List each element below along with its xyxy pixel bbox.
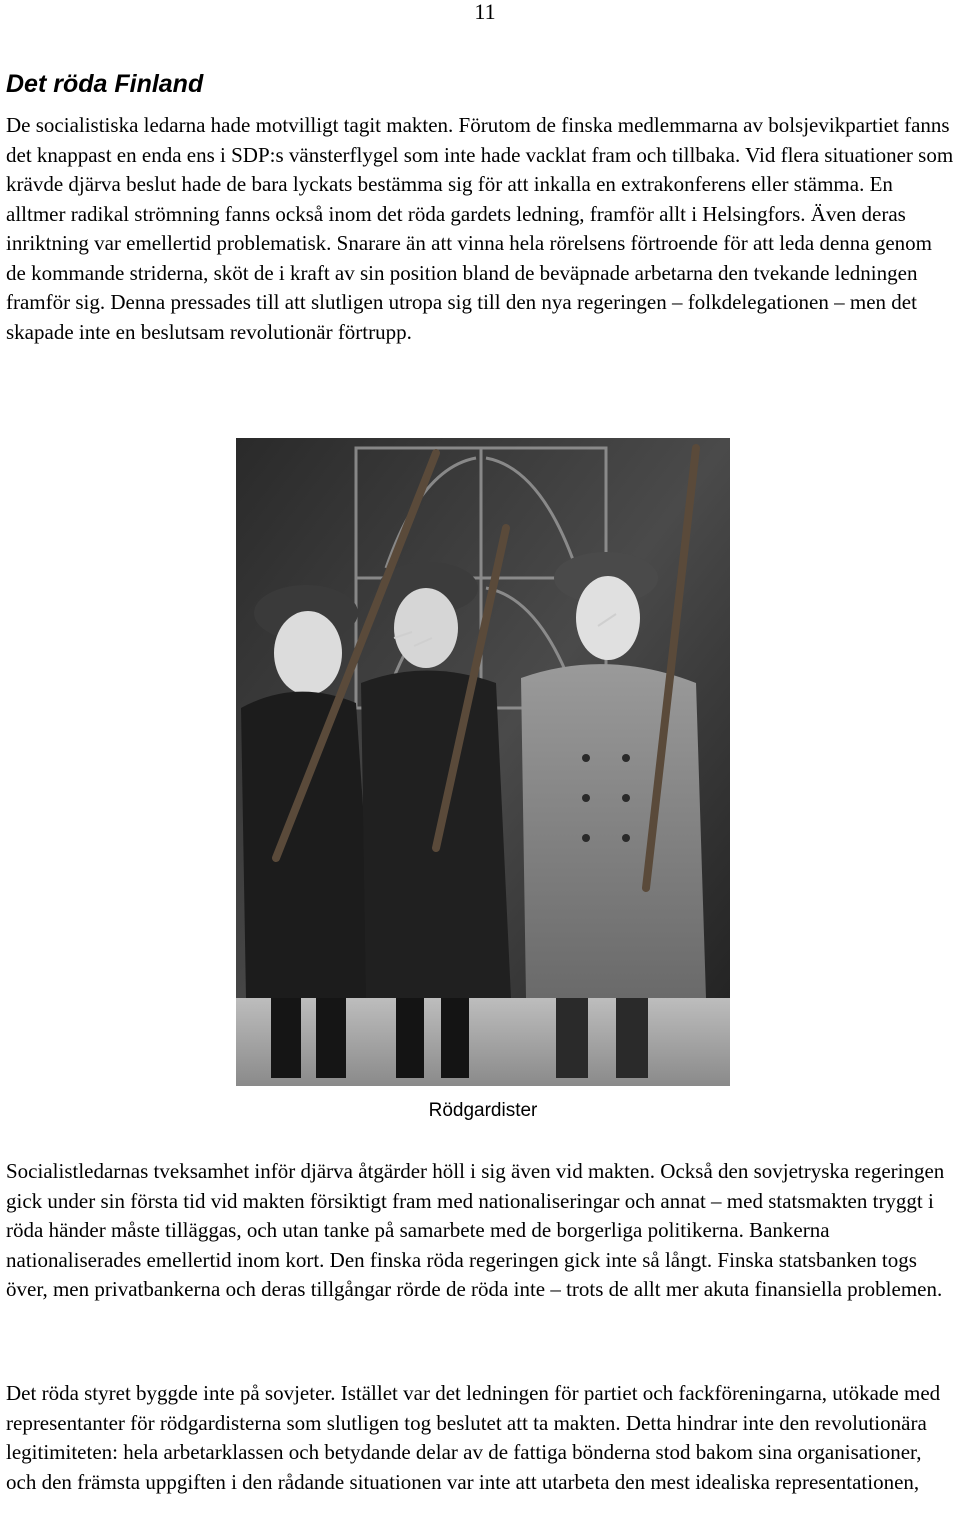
paragraph-socialist-leaders: Socialistledarnas tveksamhet inför djärva åtgärder höll i sig även vid makten. Också den sovjetryska regeringen gick under sin första tid vid makten försiktigt fram med nationaliseringar och annat – med statsmakten tryggt i röda händer måste tilläggas, och utan tanke på samarbete med de borgerliga politikerna. Bankerna nationaliserades emellertid inom kort. Den finska röda regeringen gick inte så långt. Finska statsbanken togs över, men privatbankerna och deras tillgångar rörde de röda inte – trots de allt mer akuta finansiella problemen. xyxy=(6,1159,945,1301)
paragraph-intro: De socialistiska ledarna hade motvilligt tagit makten. Förutom de finska medlemmarna av bolsjevikpartiet fanns det knappast en enda ens i SDP:s vänsterflygel som inte hade vacklat fram och tillbaka. Vid flera situationer som krävde djärva beslut hade de bara lyckats bestämma sig för att inkalla en extrakonferens eller stämma. En alltmer radikal strömning fanns också inom det röda gardets ledning, framför allt i Helsingfors. Även deras inriktning var emellertid problematisk. Snarare än att vinna hela rörelsens förtroende för att leda denna genom de kommande striderna, sköt de i kraft av sin position bland de beväpnade arbetarna den tvekande ledningen framför sig. Denna pressades till att slutligen utropa sig till den nya regeringen – folkdelegationen – men det skapade inte en beslutsam revolutionär förtrupp. xyxy=(6,113,954,344)
page-number: 11 xyxy=(474,0,496,24)
section-heading: Det röda Finland xyxy=(6,70,204,98)
photo-red-guards xyxy=(236,438,730,1086)
photo-caption: Rödgardister xyxy=(428,1100,538,1121)
paragraph-red-rule: Det röda styret byggde inte på sovjeter. Istället var det ledningen för partiet och fackföreningarna, utökade med representanter för rödgardisterna som slutligen tog beslutet att ta makten. Detta hindrar inte den revolutionära legitimiteten: hela arbetarklassen och betydande delar av de fattiga bönderna stod bakom sina organisationer, och den främsta uppgiften i den rådande situationen var inte att utarbeta den mest idealiska representationen, xyxy=(6,1381,941,1494)
